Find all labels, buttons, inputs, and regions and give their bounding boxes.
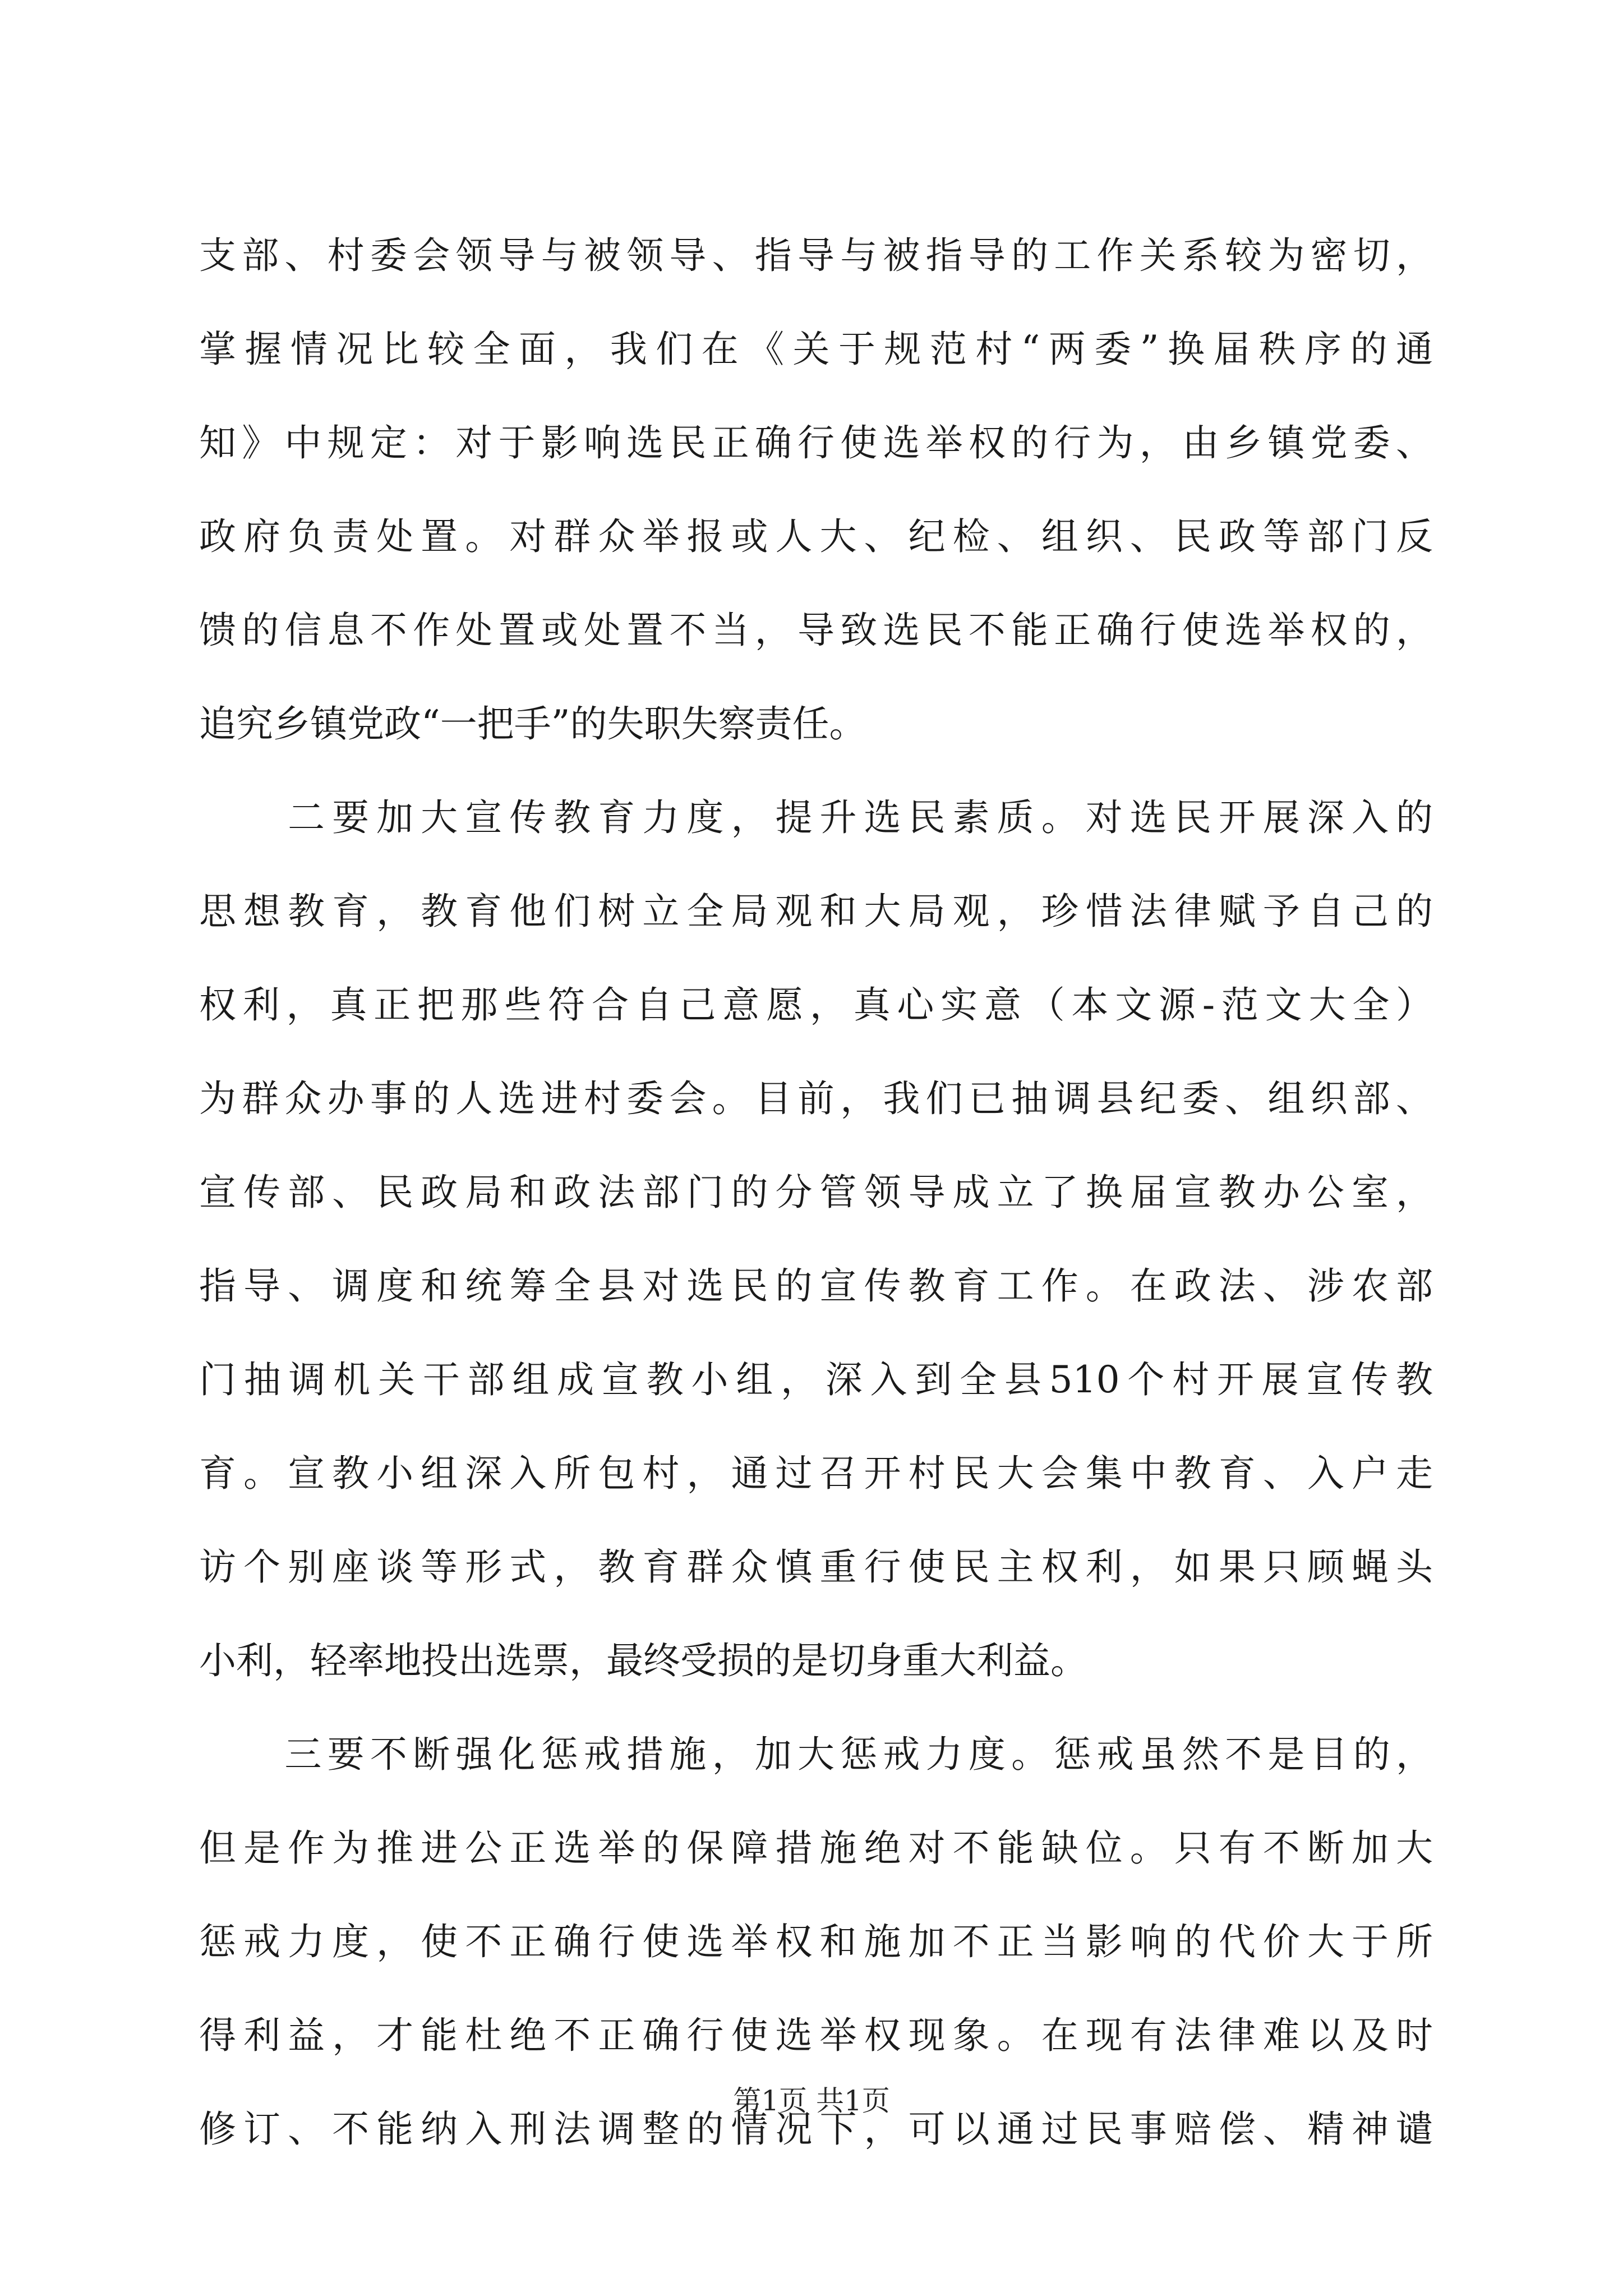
text-line: 修订、不能纳入刑法调整的情况下，可以通过民事赔偿、精神谴 <box>199 2108 1433 2151</box>
text-line: 但是作为推进公正选举的保障措施绝对不能缺位。只有不断加大 <box>199 1826 1433 1870</box>
text-line: 二要加大宣传教育力度，提升选民素质。对选民开展深入的 <box>199 796 1433 839</box>
text-line: 访个别座谈等形式，教育群众慎重行使民主权利，如果只顾蝇头 <box>199 1545 1433 1589</box>
text-line: 馈的信息不作处置或处置不当，导致选民不能正确行使选举权的， <box>199 609 1433 652</box>
text-line: 三要不断强化惩戒措施，加大惩戒力度。惩戒虽然不是目的， <box>199 1733 1433 1776</box>
text-line: 指导、调度和统筹全县对选民的宣传教育工作。在政法、涉农部 <box>199 1264 1433 1308</box>
text-line: 小利，轻率地投出选票，最终受损的是切身重大利益。 <box>199 1639 1087 1682</box>
text-line: 掌握情况比较全面，我们在《关于规范村“两委”换届秩序的通 <box>199 328 1433 371</box>
text-line: 权利，真正把那些符合自己意愿，真心实意（本文源-范文大全） <box>199 983 1433 1027</box>
text-line: 得利益，才能杜绝不正确行使选举权现象。在现有法律难以及时 <box>199 2014 1433 2057</box>
body-text <box>199 209 1433 2176</box>
text-line: 育。宣教小组深入所包村，通过召开村民大会集中教育、入户走 <box>199 1452 1433 1495</box>
page-footer <box>0 2084 1623 2118</box>
text-line: 为群众办事的人选进村委会。目前，我们已抽调县纪委、组织部、 <box>199 1077 1433 1120</box>
text-line: 惩戒力度，使不正确行使选举权和施加不正当影响的代价大于所 <box>199 1920 1433 1963</box>
text-line: 思想教育，教育他们树立全局观和大局观，珍惜法律赋予自己的 <box>199 890 1433 933</box>
text-line: 门抽调机关干部组成宣教小组，深入到全县510个村开展宣传教 <box>199 1358 1433 1401</box>
text-line: 知》中规定：对于影响选民正确行使选举权的行为，由乡镇党委、 <box>199 421 1433 464</box>
text-line: 追究乡镇党政“一把手”的失职失察责任。 <box>199 702 866 746</box>
page-number-label: 第1页 共1页 <box>733 2085 890 2117</box>
text-line: 政府负责处置。对群众举报或人大、纪检、组织、民政等部门反 <box>199 515 1433 558</box>
text-line: 宣传部、民政局和政法部门的分管领导成立了换届宣教办公室， <box>199 1171 1433 1214</box>
text-line: 支部、村委会领导与被领导、指导与被指导的工作关系较为密切， <box>199 234 1433 277</box>
